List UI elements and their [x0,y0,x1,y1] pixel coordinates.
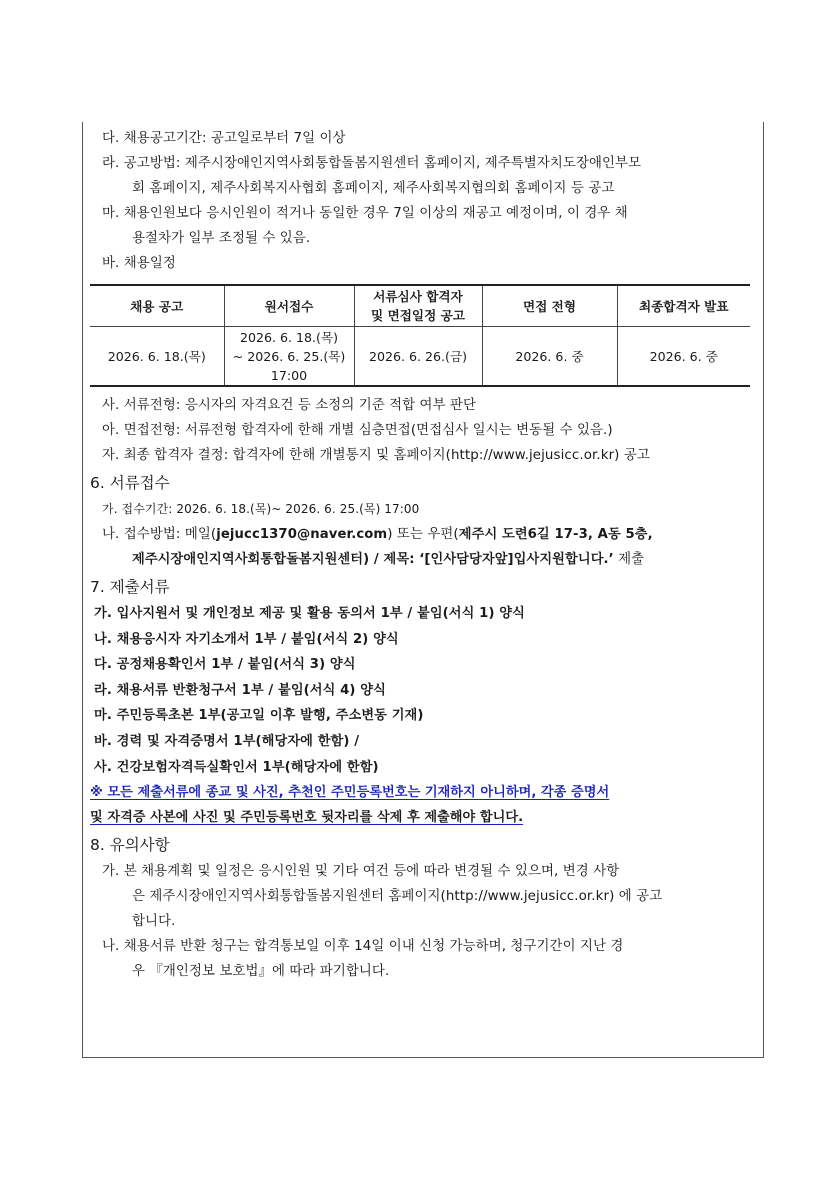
section-6-title: 6. 서류접수 [90,474,170,492]
cell-final-result-date: 2026. 6. 중 [617,327,750,387]
postal-address: 제주시 도련6길 17-3, A동 5층, [458,527,653,542]
list-item: 라. 채용서류 반환청구서 1부 / 붙임(서식 4) 양식 [94,682,386,698]
application-method-line2: 제주시장애인지역사회통합돌봄지원센터) / 제목: ‘[인사담당자앞]입사지원합니다.’ 제출 [132,552,645,567]
notice-method-line2: 회 홈페이지, 제주사회복지사협회 홈페이지, 제주사회복지협의회 홈페이지 등 공고 [132,181,615,196]
application-period: 가. 접수기간: 2026. 6. 18.(목)~ 2026. 6. 25.(목) 17:00 [102,502,420,516]
submission-notice-line2: 및 자격증 사본에 사진 및 주민등록번호 뒷자리를 삭제 후 제출해야 합니다. [90,810,524,826]
re-notice-line1: 마. 채용인원보다 응시인원이 적거나 동일한 경우 7일 이상의 재공고 예정이며, 이 경우 채 [102,206,628,221]
submission-notice-line1: ※ 모든 제출서류에 종교 및 사진, 추천인 주민등록번호는 기재하지 아니하며, 각종 증명서 [90,785,610,801]
final-decision: 자. 최종 합격자 결정: 합격자에 한해 개별통지 및 홈페이지(http://www.jejusicc.or.kr) 공고 [102,448,650,463]
schedule-table [90,284,750,387]
caution-ga-line3: 합니다. [132,914,176,930]
caution-ga-line2: 은 제주시장애인지역사회통합돌봄지원센터 홈페이지(http://www.jejusicc.or.kr) 에 공고 [132,889,663,905]
header-interview: 면접 전형 [482,285,617,327]
document-body [90,126,758,984]
header-final-result: 최종합격자 발표 [617,285,750,327]
application-method-line1: 나. 접수방법: 메일(jejucc1370@naver.com) 또는 우편(제주시 도련6길 17-3, A동 5층, [102,527,653,542]
cell-document-result-date: 2026. 6. 26.(금) [354,327,482,387]
schedule-header-row [90,285,750,327]
interview-screening: 아. 면접전형: 서류전형 합격자에 한해 개별 심층면접(면접심사 일시는 변동될 수 있음.) [102,423,613,438]
cell-application-period: 2026. 6. 18.(목) ~ 2026. 6. 25.(목) 17:00 [224,327,354,387]
header-document-result: 서류심사 합격자 및 면접일정 공고 [354,285,482,327]
required-documents-list [90,601,758,780]
caution-na-line1: 나. 채용서류 반환 청구는 합격통보일 이후 14일 이내 신청 가능하며, 청구기간이 지난 경 [102,939,624,955]
recruit-period: 다. 채용공고기간: 공고일로부터 7일 이상 [102,131,346,146]
caution-ga-line1: 가. 본 채용계획 및 일정은 응시인원 및 기타 여건 등에 따라 변경될 수 있으며, 변경 사항 [102,864,620,880]
document-screening: 사. 서류전형: 응시자의 자격요건 등 소정의 기준 적합 여부 판단 [102,398,477,413]
section-8-title: 8. 유의사항 [90,836,170,855]
list-item: 가. 입사지원서 및 개인정보 제공 및 활용 동의서 1부 / 붙임(서식 1) 양식 [94,606,525,621]
notice-method-line1: 라. 공고방법: 제주시장애인지역사회통합돌봄지원센터 홈페이지, 제주특별자치도장애인부모 [102,156,642,171]
list-item: 나. 채용응시자 자기소개서 1부 / 붙임(서식 2) 양식 [94,631,399,647]
section-7-title: 7. 제출서류 [90,578,170,596]
re-notice-line2: 용절차가 일부 조정될 수 있음. [132,231,311,246]
caution-na-line2: 우 『개인정보 보호법』에 따라 파기합니다. [132,964,390,980]
header-application: 원서접수 [224,285,354,327]
email-address[interactable]: jejucc1370@naver.com [216,527,388,542]
cell-interview-date: 2026. 6. 중 [482,327,617,387]
list-item: 마. 주민등록초본 1부(공고일 이후 발행, 주소변동 기재) [94,708,424,724]
list-item: 바. 경력 및 자격증명서 1부(해당자에 한함) / [94,733,360,749]
list-item: 다. 공정채용확인서 1부 / 붙임(서식 3) 양식 [94,657,356,673]
schedule-label: 바. 채용일정 [102,256,176,271]
cell-notice-date: 2026. 6. 18.(목) [90,327,224,387]
header-notice: 채용 공고 [90,285,224,327]
list-item: 사. 건강보험자격득실확인서 1부(해당자에 한함) [94,759,379,775]
schedule-data-row [90,327,750,387]
